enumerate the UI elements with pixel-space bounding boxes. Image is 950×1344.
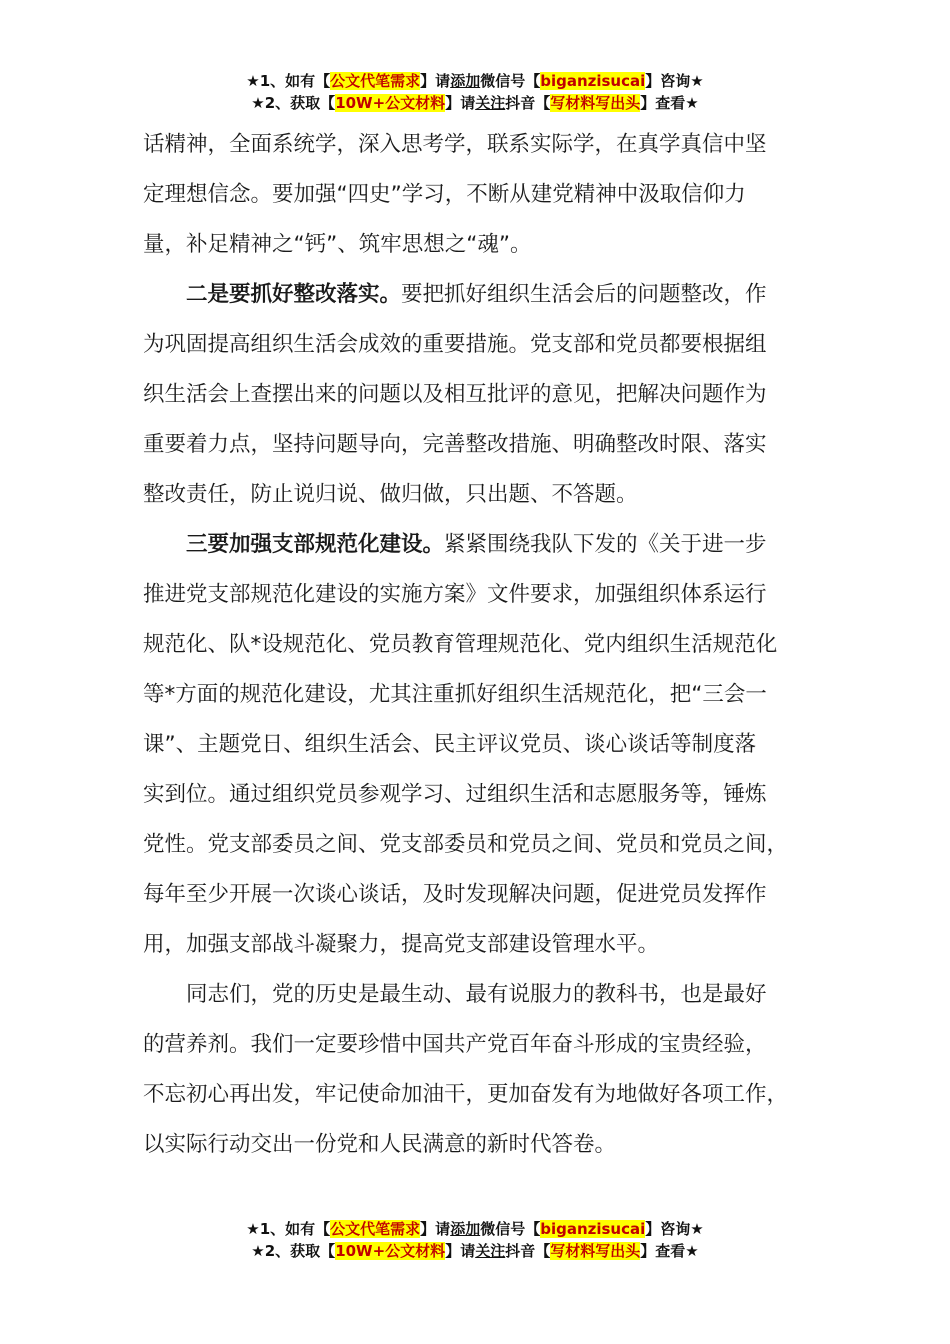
banner-text: ★2、获取【	[251, 94, 336, 112]
text-line: 每年至少开展一次谈心谈话，及时发现解决问题，促进党员发挥作	[143, 882, 767, 907]
paragraph-3	[143, 520, 833, 970]
document-body	[143, 120, 833, 1170]
banner-text: 抖音【	[505, 94, 551, 112]
banner-text: 】咨询★	[645, 1220, 704, 1238]
banner-text: 】请	[420, 72, 451, 90]
text-line: 同志们，党的历史是最生动、最有说服力的教科书，也是最好	[186, 982, 767, 1007]
banner-text: 】请	[445, 1242, 476, 1260]
text-line: 推进党支部规范化建设的实施方案》文件要求，加强组织体系运行	[143, 582, 767, 607]
text-line: 用，加强支部战斗凝聚力，提高党支部建设管理水平。	[143, 932, 660, 957]
text-line: 党性。党支部委员之间、党支部委员和党员之间、党员和党员之间，	[143, 832, 789, 857]
banner-text: 微信号【	[480, 72, 541, 90]
text-run: 要把抓好组织生活会后的问题整改，作	[401, 282, 767, 307]
text-line: 的营养剂。我们一定要珍惜中国共产党百年奋斗形成的宝贵经验，	[143, 1032, 767, 1057]
banner-highlight: 公文代笔需求	[330, 72, 421, 90]
banner-highlight: 公文代笔需求	[330, 1220, 421, 1238]
header-banner	[0, 70, 950, 114]
text-line: 不忘初心再出发，牢记使命加油干，更加奋发有为地做好各项工作，	[143, 1082, 789, 1107]
text-line: 课”、主题党日、组织生活会、民主评议党员、谈心谈话等制度落	[143, 732, 757, 757]
banner-text: 】查看★	[640, 94, 699, 112]
text-line: 话精神，全面系统学，深入思考学，联系实际学，在真学真信中坚	[143, 132, 767, 157]
text-line: 整改责任，防止说归说、做归做，只出题、不答题。	[143, 482, 638, 507]
text-line: 以实际行动交出一份党和人民满意的新时代答卷。	[143, 1132, 617, 1157]
banner-highlight: 10W+公文材料	[335, 1242, 446, 1260]
text-line: 实到位。通过组织党员参观学习、过组织生活和志愿服务等，锤炼	[143, 782, 767, 807]
wechat-id-highlight: biganzisucai	[540, 72, 646, 90]
text-line: 等*方面的规范化建设，尤其注重抓好组织生活规范化，把“三会一	[143, 682, 767, 707]
douyin-id-highlight: 写材料写出头	[550, 1242, 641, 1260]
banner-text: 】请	[445, 94, 476, 112]
banner-text: ★1、如有【	[246, 1220, 331, 1238]
banner-text: 抖音【	[505, 1242, 551, 1260]
banner-text: 微信号【	[480, 1220, 541, 1238]
footer-banner	[0, 1218, 950, 1262]
paragraph-1	[143, 120, 833, 270]
banner-line-1	[0, 1218, 950, 1240]
text-line: 量，补足精神之“钙”、筑牢思想之“魂”。	[143, 232, 532, 257]
banner-underline: 添加	[450, 72, 481, 90]
banner-underline: 关注	[475, 1242, 506, 1260]
banner-line-2	[0, 92, 950, 114]
banner-highlight: 10W+公文材料	[335, 94, 446, 112]
banner-text: 】请	[420, 1220, 451, 1238]
paragraph-lead: 三要加强支部规范化建设。	[186, 532, 445, 557]
text-line: 重要着力点，坚持问题导向，完善整改措施、明确整改时限、落实	[143, 432, 767, 457]
paragraph-2	[143, 270, 833, 520]
banner-text: 】查看★	[640, 1242, 699, 1260]
douyin-id-highlight: 写材料写出头	[550, 94, 641, 112]
banner-line-2	[0, 1240, 950, 1262]
text-line	[143, 270, 833, 320]
text-line: 定理想信念。要加强“四史”学习，不断从建党精神中汲取信仰力	[143, 182, 746, 207]
banner-text: 】咨询★	[645, 72, 704, 90]
text-line: 为巩固提高组织生活会成效的重要措施。党支部和党员都要根据组	[143, 332, 767, 357]
banner-text: ★2、获取【	[251, 1242, 336, 1260]
wechat-id-highlight: biganzisucai	[540, 1220, 646, 1238]
banner-text: ★1、如有【	[246, 72, 331, 90]
text-line: 织生活会上查摆出来的问题以及相互批评的意见，把解决问题作为	[143, 382, 767, 407]
text-run: 紧紧围绕我队下发的《关于进一步	[444, 532, 767, 557]
paragraph-lead: 二是要抓好整改落实。	[186, 282, 402, 307]
paragraph-4	[143, 970, 833, 1170]
banner-underline: 关注	[475, 94, 506, 112]
banner-line-1	[0, 70, 950, 92]
banner-underline: 添加	[450, 1220, 481, 1238]
text-line: 规范化、队*设规范化、党员教育管理规范化、党内组织生活规范化	[143, 632, 778, 657]
text-line	[143, 520, 833, 570]
